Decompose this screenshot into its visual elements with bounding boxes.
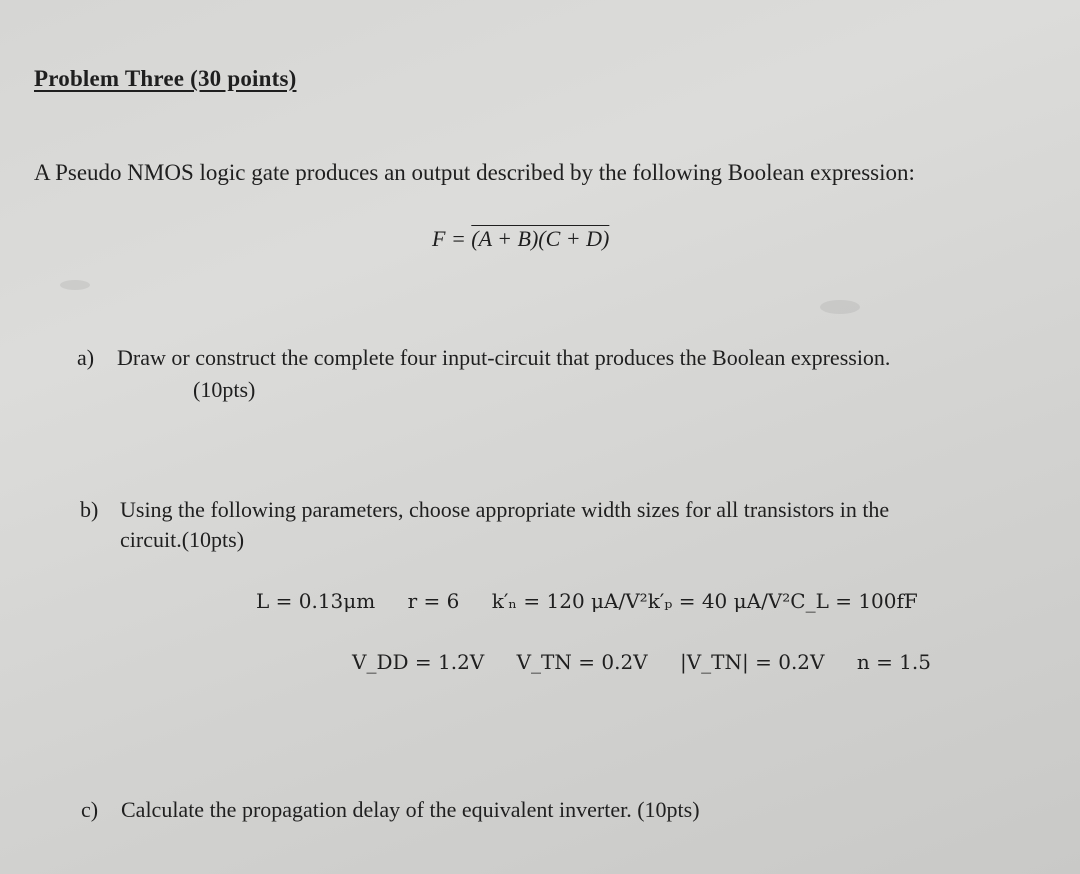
question-c-text: Calculate the propagation delay of the equivalent inverter. (10pts): [121, 797, 700, 822]
param-vtp: |V_TN| = 0.2V: [679, 650, 825, 674]
question-b-letter: b): [80, 497, 99, 522]
equation-lhs: F =: [432, 226, 472, 251]
param-vtn: V_TN = 0.2V: [516, 650, 648, 674]
question-a-letter: a): [77, 345, 95, 370]
question-c-letter: c): [81, 797, 99, 822]
problem-title: Problem Three (30 points): [34, 66, 297, 91]
param-length: L = 0.13μm: [256, 589, 376, 613]
equation-rhs: (A + B)(C + D): [471, 226, 610, 251]
param-transconductance: k′ₙ = 120 μA/V²k′ₚ = 40 μA/V²C_L = 100fF: [491, 589, 918, 613]
parameters-row-1: [256, 589, 944, 613]
question-b-text-continued: circuit.(10pts): [120, 527, 245, 552]
problem-intro: A Pseudo NMOS logic gate produces an output described by the following Boolean expression:: [34, 160, 915, 185]
question-b-text: Using the following parameters, choose appropriate width sizes for all transistors in the: [120, 497, 890, 522]
param-n: n = 1.5: [856, 650, 931, 674]
parameters-row-2: [352, 650, 957, 674]
boolean-equation: [432, 226, 609, 252]
question-a-text: Draw or construct the complete four input-circuit that produces the Boolean expression.: [117, 345, 891, 370]
param-vdd: V_DD = 1.2V: [352, 650, 485, 674]
paper-smudge: [60, 280, 90, 290]
param-ratio: r = 6: [407, 589, 460, 613]
paper-smudge: [820, 300, 860, 314]
question-a-points: (10pts): [193, 377, 256, 402]
